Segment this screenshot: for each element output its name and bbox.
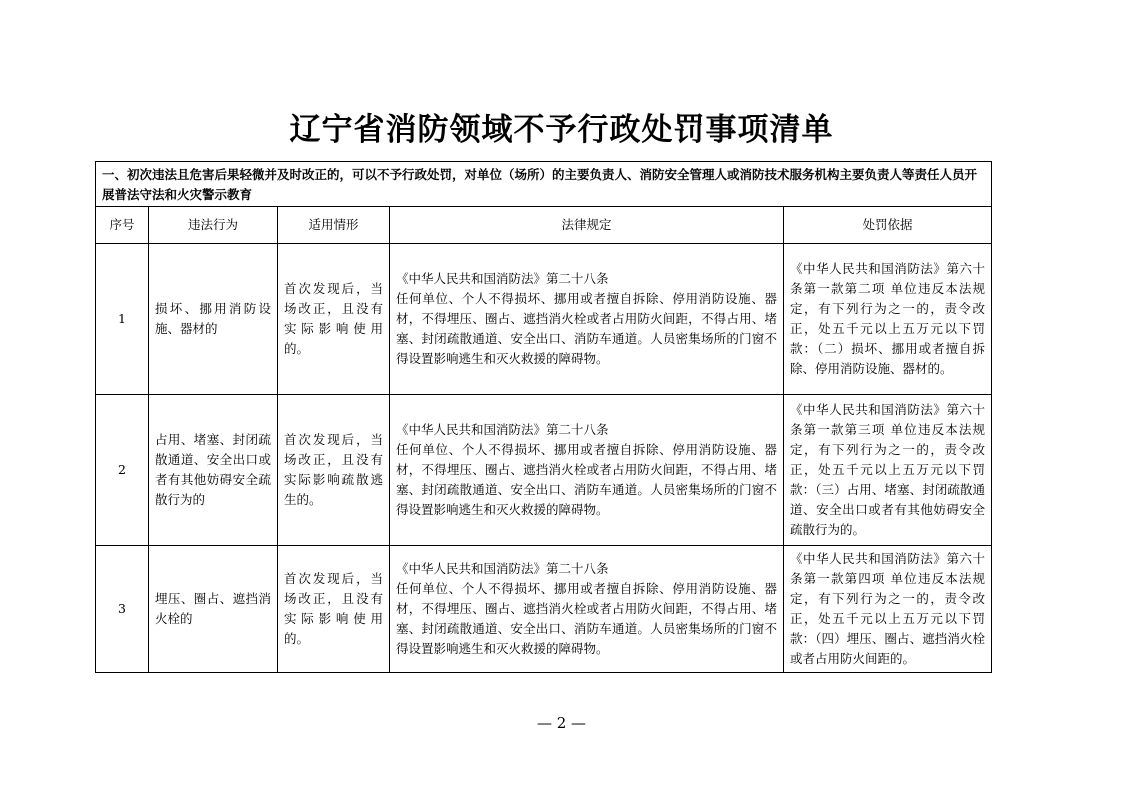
law-body: 任何单位、个人不得损坏、挪用或者擅自拆除、停用消防设施、器材，不得埋压、圈占、遮挡消火栓或者占用防火间距，不得占用、堵塞、封闭疏散通道、安全出口、消防车通道。人员密集场所的门窗不得设置影响逃生和灭火救援的障碍物。 xyxy=(396,291,777,366)
table-row xyxy=(96,395,992,546)
row-behavior: 损坏、挪用消防设施、器材的 xyxy=(149,244,278,395)
header-condition: 适用情形 xyxy=(278,207,390,244)
table-row xyxy=(96,244,992,395)
row-behavior: 占用、堵塞、封闭疏散通道、安全出口或者有其他妨碍安全疏散行为的 xyxy=(149,395,278,546)
law-body: 任何单位、个人不得损坏、挪用或者擅自拆除、停用消防设施、器材，不得埋压、圈占、遮挡消火栓或者占用防火间距，不得占用、堵塞、封闭疏散通道、安全出口、消防车通道。人员密集场所的门窗不得设置影响逃生和灭火救援的障碍物。 xyxy=(396,581,777,656)
row-no: 1 xyxy=(96,244,149,395)
row-law xyxy=(390,244,784,395)
table-header-row xyxy=(96,207,992,244)
row-law xyxy=(390,546,784,673)
section-row xyxy=(96,162,992,207)
row-law xyxy=(390,395,784,546)
row-no: 2 xyxy=(96,395,149,546)
row-basis: 《中华人民共和国消防法》第六十条第一款第四项 单位违反本法规定，有下列行为之一的，责令改正，处五千元以上五万元以下罚款：（四）埋压、圈占、遮挡消火栓或者占用防火间距的。 xyxy=(784,546,992,673)
penalty-exemption-table xyxy=(95,161,992,673)
row-basis: 《中华人民共和国消防法》第六十条第一款第二项 单位违反本法规定，有下列行为之一的，责令改正，处五千元以上五万元以下罚款：（二）损坏、挪用或者擅自拆除、停用消防设施、器材的。 xyxy=(784,244,992,395)
header-behavior: 违法行为 xyxy=(149,207,278,244)
section-heading: 一、初次违法且危害后果轻微并及时改正的，可以不予行政处罚，对单位（场所）的主要负责人、消防安全管理人或消防技术服务机构主要负责人等责任人员开展普法守法和火灾警示教育 xyxy=(96,162,992,207)
document-title: 辽宁省消防领域不予行政处罚事项清单 xyxy=(289,112,834,148)
row-condition: 首次发现后，当场改正，且没有实际影响使用的。 xyxy=(278,244,390,395)
page-number: — 2 — xyxy=(536,714,587,732)
law-title: 《中华人民共和国消防法》第二十八条 xyxy=(396,271,609,286)
law-body: 任何单位、个人不得损坏、挪用或者擅自拆除、停用消防设施、器材，不得埋压、圈占、遮挡消火栓或者占用防火间距，不得占用、堵塞、封闭疏散通道、安全出口、消防车通道。人员密集场所的门窗不得设置影响逃生和灭火救援的障碍物。 xyxy=(396,442,777,517)
header-basis: 处罚依据 xyxy=(784,207,992,244)
header-no: 序号 xyxy=(96,207,149,244)
row-no: 3 xyxy=(96,546,149,673)
row-condition: 首次发现后，当场改正，且没有实际影响使用的。 xyxy=(278,546,390,673)
law-title: 《中华人民共和国消防法》第二十八条 xyxy=(396,561,609,576)
header-law: 法律规定 xyxy=(390,207,784,244)
row-behavior: 埋压、圈占、遮挡消火栓的 xyxy=(149,546,278,673)
table-row xyxy=(96,546,992,673)
law-title: 《中华人民共和国消防法》第二十八条 xyxy=(396,422,609,437)
row-basis: 《中华人民共和国消防法》第六十条第一款第三项 单位违反本法规定，有下列行为之一的，责令改正，处五千元以上五万元以下罚款：（三）占用、堵塞、封闭疏散通道、安全出口或者有其他妨碍安全疏散行为的。 xyxy=(784,395,992,546)
row-condition: 首次发现后，当场改正，且没有实际影响疏散逃生的。 xyxy=(278,395,390,546)
